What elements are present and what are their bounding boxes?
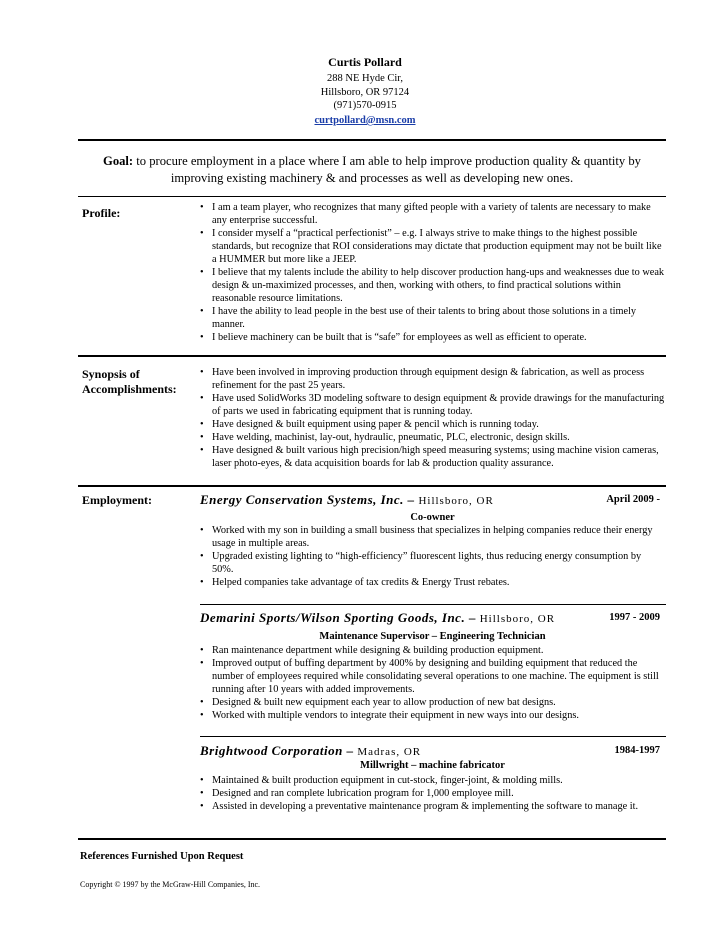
goal-section <box>82 153 662 187</box>
list-item: • I consider myself a “practical perfectionist” – e.g. I always strive to make things to the highest possible standards, but recognize that ROI considerations may dictate that production equipment may not be built like a HUMMER but more like a JEEP. <box>200 227 665 266</box>
company-name: Demarini Sports/Wilson Sporting Goods, Inc. – <box>200 610 476 625</box>
job-2-divider <box>200 736 666 737</box>
copyright-notice: Copyright © 1997 by the McGraw-Hill Companies, Inc. <box>80 880 261 889</box>
references-note: References Furnished Upon Request <box>80 851 244 862</box>
employment-label: Employment: <box>82 493 152 507</box>
goal-divider <box>78 196 666 197</box>
list-item: • Designed & built new equipment each year to allow production of new bat designs. <box>200 696 665 709</box>
list-item: • I am a team player, who recognizes that many gifted people with a variety of talents are necessary to make any enterprise successful. <box>200 201 665 227</box>
job-1-dates: April 2009 - <box>606 494 660 505</box>
company-location: Madras, OR <box>357 746 422 758</box>
job-3-company <box>200 743 421 759</box>
list-item: • Ran maintenance department while designing & building production equipment. <box>200 644 665 657</box>
profile-label: Profile: <box>82 206 121 220</box>
synopsis-label-line-1: Synopsis of <box>82 367 140 381</box>
synopsis-label-line-2: Accomplishments: <box>82 382 177 396</box>
profile-list <box>200 201 665 344</box>
synopsis-label <box>82 367 192 397</box>
phone-number: (971)570-0915 <box>333 100 397 111</box>
company-name: Brightwood Corporation – <box>200 743 354 758</box>
list-item: • Have welding, machinist, lay-out, hydraulic, pneumatic, PLC, electronic, design skills. <box>200 431 665 444</box>
list-item: • Have designed & built various high precision/high speed measuring systems; using machine vision cameras, laser photo-eyes, & data acquisition boards for lab & production quality assurance. <box>200 444 665 470</box>
job-1-role: Co-owner <box>410 512 455 523</box>
list-item: • Maintained & built production equipment in cut-stock, finger-joint, & molding mills. <box>200 774 665 787</box>
header-divider <box>78 139 666 141</box>
list-item: • I believe machinery can be built that is “safe” for employees as well as efficient to operate. <box>200 331 665 344</box>
list-item: • Improved output of buffing department by 400% by designing and building equipment that reduced the number of employees required while consolidating several operations to one machine. The equipment is still running after 10 years with added improvements. <box>200 657 665 696</box>
job-3-dates: 1984-1997 <box>614 745 660 756</box>
list-item: • Have used SolidWorks 3D modeling software to design equipment & provide drawings for the manufacturing of parts we used in fabricating equipment that is running today. <box>200 392 665 418</box>
goal-label: Goal: <box>103 154 134 168</box>
list-item: • Helped companies take advantage of tax credits & Energy Trust rebates. <box>200 576 665 589</box>
list-item: • Have designed & built equipment using paper & pencil which is running today. <box>200 418 665 431</box>
list-item: • Upgraded existing lighting to “high-efficiency” fluorescent lights, thus reducing energy consumption by 50%. <box>200 550 665 576</box>
list-item: • I have the ability to lead people in the best use of their talents to bring about those solutions in a timely manner. <box>200 305 665 331</box>
list-item: • Designed and ran complete lubrication program for 1,000 employee mill. <box>200 787 665 800</box>
address-line-2: Hillsboro, OR 97124 <box>320 87 410 98</box>
profile-divider <box>78 355 666 357</box>
employment-divider <box>78 838 666 840</box>
job-1-divider <box>200 604 666 605</box>
job-1-company <box>200 492 494 508</box>
list-item: • I believe that my talents include the ability to help discover production hang-ups and weaknesses due to weak design & un-maximized processes, and then, working with others, to find practical solutions within reasonable resource limitations. <box>200 266 665 305</box>
list-item: • Assisted in developing a preventative maintenance program & implementing the software to manage it. <box>200 800 665 813</box>
list-item: • Worked with multiple vendors to integrate their equipment in new ways into our designs. <box>200 709 665 722</box>
synopsis-divider <box>78 485 666 487</box>
job-3-role: Millwright – machine fabricator <box>360 760 505 771</box>
company-location: Hillsboro, OR <box>418 495 494 507</box>
list-item: • Worked with my son in building a small business that specializes in helping companies reduce their energy usage in multiple areas. <box>200 524 665 550</box>
list-item: • Have been involved in improving production through equipment design & fabrication, as well as process refinement for the past 25 years. <box>200 366 665 392</box>
email-link[interactable]: curtpollard@msn.com <box>314 115 416 126</box>
company-location: Hillsboro, OR <box>479 613 556 625</box>
job-2-company <box>200 610 555 626</box>
job-2-dates: 1997 - 2009 <box>609 612 660 623</box>
company-name: Energy Conservation Systems, Inc. – <box>200 492 415 507</box>
resume-name: Curtis Pollard <box>328 55 402 69</box>
address-line-1: 288 NE Hyde Cir, <box>327 73 403 84</box>
job-2-role: Maintenance Supervisor – Engineering Technician <box>319 631 546 642</box>
synopsis-list <box>200 366 665 470</box>
job-1-list <box>200 524 665 589</box>
job-3-list <box>200 774 665 813</box>
goal-text: to procure employment in a place where I am able to help improve production quality & quantity by improving existing machinery & and processes as well as developing new ones. <box>136 154 641 185</box>
job-2-list <box>200 644 665 722</box>
